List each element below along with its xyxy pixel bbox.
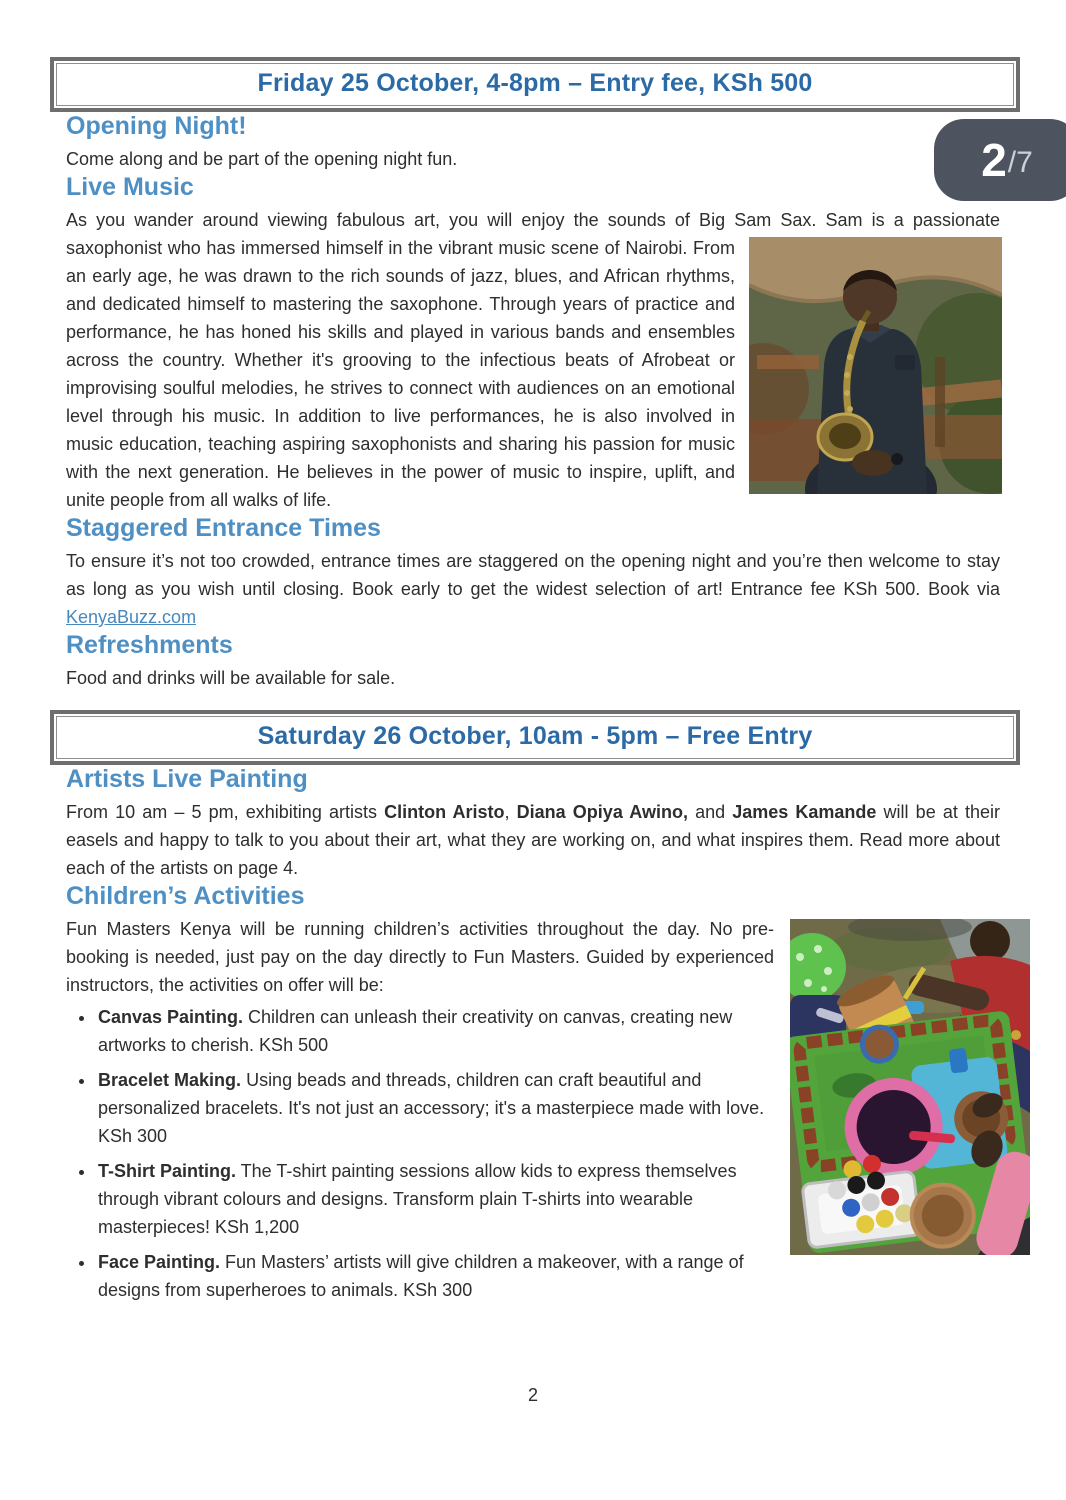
canvas-painting-text: Children can unleash their creativity on canvas, creating new artworks to cherish. KSh 500 <box>98 1007 733 1055</box>
staggered-entrance-body: To ensure it’s not too crowded, entrance times are staggered on the opening night and you’re then welcome to stay as long as you wish until closing. Book early to get the widest selection of art! Entrance fee KSh 500. Book via <box>66 551 1000 599</box>
bracelet-making-text: Using beads and threads, children can craft beautiful and personalized bracelets. It's not just an accessory; it's a masterpiece made with love. KSh 300 <box>98 1070 765 1146</box>
tshirt-painting-text: The T-shirt painting sessions allow kids to express themselves through vibrant colours and designs. Transform plain T-shirts into wearable masterpieces! KSh 1,200 <box>98 1161 737 1237</box>
artists-text-1: From 10 am – 5 pm, exhibiting artists <box>66 802 385 822</box>
staggered-entrance-heading: Staggered Entrance Times <box>66 514 381 542</box>
artists-live-painting-text <box>66 798 1000 882</box>
artists-text-4: will be at their easels and happy to talk to you about their art, what they are working on, and what inspires them. Read more about each of the artists on page 4. <box>66 802 1000 878</box>
opening-night-heading: Opening Night! <box>66 112 247 140</box>
tshirt-painting-title: T-Shirt Painting. <box>98 1161 236 1181</box>
children-painting-photo <box>790 919 1030 1255</box>
childrens-activities-intro: Fun Masters Kenya will be running children’s activities throughout the day. No pre-booking is needed, just pay on the day directly to Fun Masters. Guided by experienced instructors, the activities on offer will be: <box>66 919 774 995</box>
sax-player-illustration <box>749 237 1002 494</box>
page-badge-current: 2 <box>981 134 1007 186</box>
sax-player-photo <box>749 237 1002 494</box>
saturday-banner-title: Saturday 26 October, 10am - 5pm – Free Entry <box>257 722 813 750</box>
artist-name-diana: Diana Opiya Awino, <box>516 802 688 822</box>
kenyabuzz-link[interactable]: KenyaBuzz.com <box>66 607 197 627</box>
artists-text-3: and <box>687 802 733 822</box>
friday-banner <box>50 57 1020 112</box>
bracelet-making-title: Bracelet Making. <box>98 1070 242 1090</box>
page-progress-badge <box>934 119 1066 201</box>
list-item-face-painting <box>96 1248 1000 1304</box>
childrens-activities-block <box>66 915 1000 1311</box>
page-badge-total: /7 <box>1007 146 1033 179</box>
friday-banner-title: Friday 25 October, 4-8pm – Entry fee, KSh 500 <box>257 69 813 97</box>
saturday-banner-inner <box>56 716 1014 759</box>
opening-night-text: Come along and be part of the opening night fun. <box>66 149 458 169</box>
live-music-block <box>66 206 1000 514</box>
artist-name-clinton: Clinton Aristo <box>384 802 505 822</box>
live-music-text-rest: saxophonist who has immersed himself in the vibrant music scene of Nairobi. From an early age, he was drawn to the rich sounds of jazz, blues, and African rhythms, and dedicated himself to mastering the saxophone. Through years of practice and performance, he has honed his skills and played in various bands and ensembles across the country. Whether it's grooving to the infectious beats of Afrobeat or improvising soulful melodies, he strives to connect with audiences on an emotional level through his music. In addition to live performances, he is also involved in music education, teaching aspiring saxophonists and sharing his passion for music with the next generation. He believes in the power of music to inspire, uplift, and unite people from all walks of life. <box>66 238 735 510</box>
face-painting-text: Fun Masters’ artists will give children a makeover, with a range of designs from superheroes to animals. KSh 300 <box>98 1252 744 1300</box>
children-painting-illustration <box>790 919 1030 1255</box>
childrens-activities-heading: Children’s Activities <box>66 882 305 910</box>
friday-banner-inner <box>56 63 1014 106</box>
live-music-text <box>66 206 1000 514</box>
live-music-text-start: As you wander around viewing fabulous art, you will enjoy the sounds of Big Sam Sax. Sam is a passionate <box>66 210 1000 230</box>
staggered-entrance-text <box>66 547 1000 631</box>
face-painting-title: Face Painting. <box>98 1252 221 1272</box>
saturday-banner <box>50 710 1020 765</box>
artist-name-james: James Kamande <box>732 802 877 822</box>
refreshments-text: Food and drinks will be available for sale. <box>66 668 396 688</box>
live-music-heading: Live Music <box>66 173 194 201</box>
footer-page-number: 2 <box>527 1385 538 1405</box>
artists-text-2: , <box>504 802 517 822</box>
canvas-painting-title: Canvas Painting. <box>98 1007 244 1027</box>
artists-live-painting-heading: Artists Live Painting <box>66 765 308 793</box>
refreshments-heading: Refreshments <box>66 631 233 659</box>
